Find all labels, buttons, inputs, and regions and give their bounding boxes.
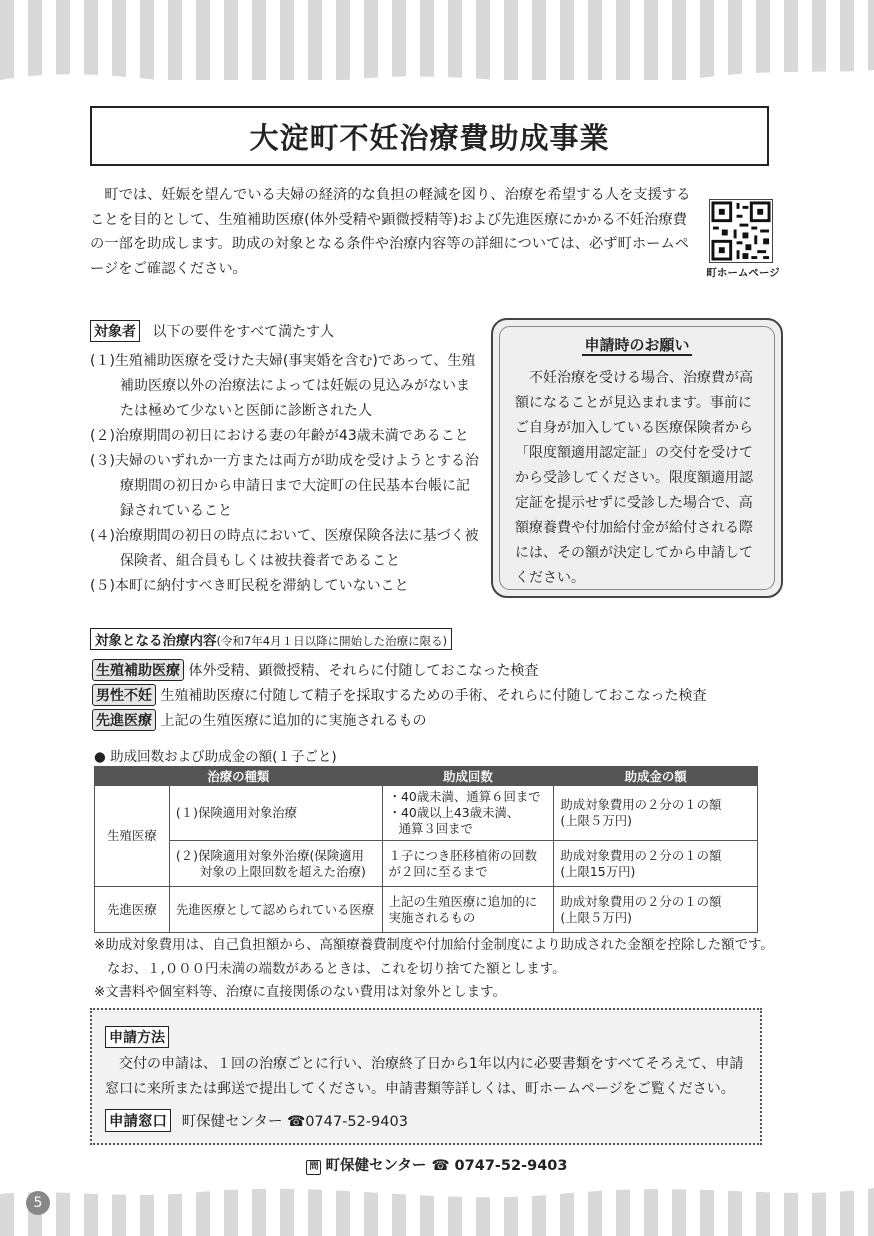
table-group-cell: 生殖医療 — [95, 786, 170, 887]
table-cell: (１)保険適用対象治療 — [169, 786, 382, 841]
application-body: 交付の申請は、１回の治療ごとに行い、治療終了日から1年以内に必要書類をすべてそろえて、申請窓口に来所または郵送で提出してください。申請書類等詳しくは、町ホームページをご覧ください。 — [105, 1056, 744, 1097]
eligibility-heading — [90, 320, 334, 342]
table-cell: 上記の生殖医療に追加的に 実施されるもの — [382, 887, 554, 933]
table-cell: 助成対象費用の２分の１の額 (上限５万円) — [554, 887, 758, 933]
inquiry-icon: 問 — [306, 1160, 321, 1175]
page-number: 5 — [26, 1191, 50, 1215]
intro-paragraph: 町では、妊娠を望んでいる夫婦の経済的な負担の軽減を図り、治療を希望する人を支援することを目的として、生殖補助医療(体外受精や顕微授精等)および先進医療にかかる不妊治療費の一部を助成します。助成の対象となる条件や治療内容等の詳細については、必ず町ホームページをご確認ください。 — [90, 187, 691, 277]
note-item: ※文書料や個室料等、治療に直接関係のない費用は対象外とします。 — [94, 985, 506, 1000]
application-method-tag: 申請方法 — [105, 1026, 169, 1048]
list-item: (１)生殖補助医療を受けた夫婦(事実婚を含む)であって、生殖補助医療以外の治療法によっては妊娠の見込みがないまたは極めて少ないと医師に診断された人 — [90, 353, 476, 419]
footer-text: 町保健センター ☎ 0747-52-9403 — [325, 1158, 568, 1174]
top-wave-shape — [0, 40, 874, 110]
table-header: 治療の種類 — [95, 767, 383, 786]
treatment-row — [92, 659, 538, 681]
table-cell: (２)保険適用対象外治療(保険適用 対象の上限回数を超えた治療) — [169, 841, 382, 887]
qr-caption: 町ホームページ — [706, 267, 780, 279]
eligibility-tag: 対象者 — [90, 320, 140, 342]
table-title: ● 助成回数および助成金の額(１子ごと) — [94, 749, 337, 765]
notice-title: 申請時のお願い — [584, 336, 690, 354]
treatment-content-note: (令和7年4月１日以降に開始した治療に限る) — [216, 634, 448, 648]
treatment-tag: 先進医療 — [92, 709, 156, 731]
title-box — [90, 106, 769, 166]
table-row — [95, 887, 758, 933]
table-cell: ・40歳未満、通算６回まで ・40歳以上43歳未満、 通算３回まで — [382, 786, 554, 841]
table-header: 助成金の額 — [554, 767, 758, 786]
list-item: (３)夫婦のいずれか一方または両方が助成を受けようとする治療期間の初日から申請日まで大淀町の住民基本台帳に記録されていること — [90, 453, 479, 519]
table-row — [95, 841, 758, 887]
treatment-desc: 体外受精、顕微授精、それらに付随しておこなった検査 — [188, 663, 539, 679]
treatment-row — [92, 684, 706, 706]
application-box — [90, 1008, 762, 1145]
subsidy-table — [94, 766, 758, 933]
treatment-desc: 生殖補助医療に付随して精子を採取するための手術、それらに付随しておこなった検査 — [160, 688, 707, 704]
notice-box — [491, 318, 783, 598]
list-item: (４)治療期間の初日の時点において、医療保険各法に基づく被保険者、組合員もしくは被扶養者であること — [90, 528, 479, 569]
table-cell: 助成対象費用の２分の１の額 (上限５万円) — [554, 786, 758, 841]
application-window — [105, 1109, 408, 1132]
table-cell: １子につき胚移植術の回数 が２回に至るまで — [382, 841, 554, 887]
list-item: (２)治療期間の初日における妻の年齢が43歳未満であること — [90, 428, 469, 444]
notes — [94, 934, 774, 1005]
application-window-text: 町保健センター ☎0747-52-9403 — [181, 1114, 408, 1130]
treatment-tag: 男性不妊 — [92, 684, 156, 706]
table-header-row — [95, 767, 758, 786]
notice-body: 不妊治療を受ける場合、治療費が高額になることが見込まれます。事前にご自身が加入している医療保険者から「限度額適用認定証」の交付を受けてから受診してください。限度額適用認定証を提示せずに受診した場合で、高額療養費や付加給付金が給付される際には、その額が決定してから申請してください。 — [515, 370, 753, 586]
note-item: ※助成対象費用は、自己負担額から、高額療養費制度や付加給付金制度により助成された金額を控除した額です。なお、１,０００円未満の端数があるときは、これを切り捨てた額とします。 — [94, 938, 774, 977]
table-row — [95, 786, 758, 841]
treatment-content-heading: 対象となる治療内容(令和7年4月１日以降に開始した治療に限る) — [90, 628, 452, 650]
treatment-desc: 上記の生殖医療に追加的に実施されるもの — [160, 713, 427, 729]
list-item: (５)本町に納付すべき町民税を滞納していないこと — [90, 578, 409, 594]
eligibility-list — [90, 349, 480, 599]
page-title: 大淀町不妊治療費助成事業 — [249, 120, 610, 155]
treatment-row — [92, 709, 426, 731]
table-header: 助成回数 — [382, 767, 554, 786]
table-cell: 助成対象費用の２分の１の額 (上限15万円) — [554, 841, 758, 887]
table-cell: 先進医療として認められている医療 — [169, 887, 382, 933]
eligibility-lead: 以下の要件をすべて満たす人 — [152, 324, 335, 340]
qr-code-icon[interactable] — [709, 199, 773, 263]
table-group-cell: 先進医療 — [95, 887, 170, 933]
application-window-tag: 申請窓口 — [105, 1109, 171, 1132]
footer-contact — [0, 1154, 874, 1175]
treatment-tag: 生殖補助医療 — [92, 659, 184, 681]
